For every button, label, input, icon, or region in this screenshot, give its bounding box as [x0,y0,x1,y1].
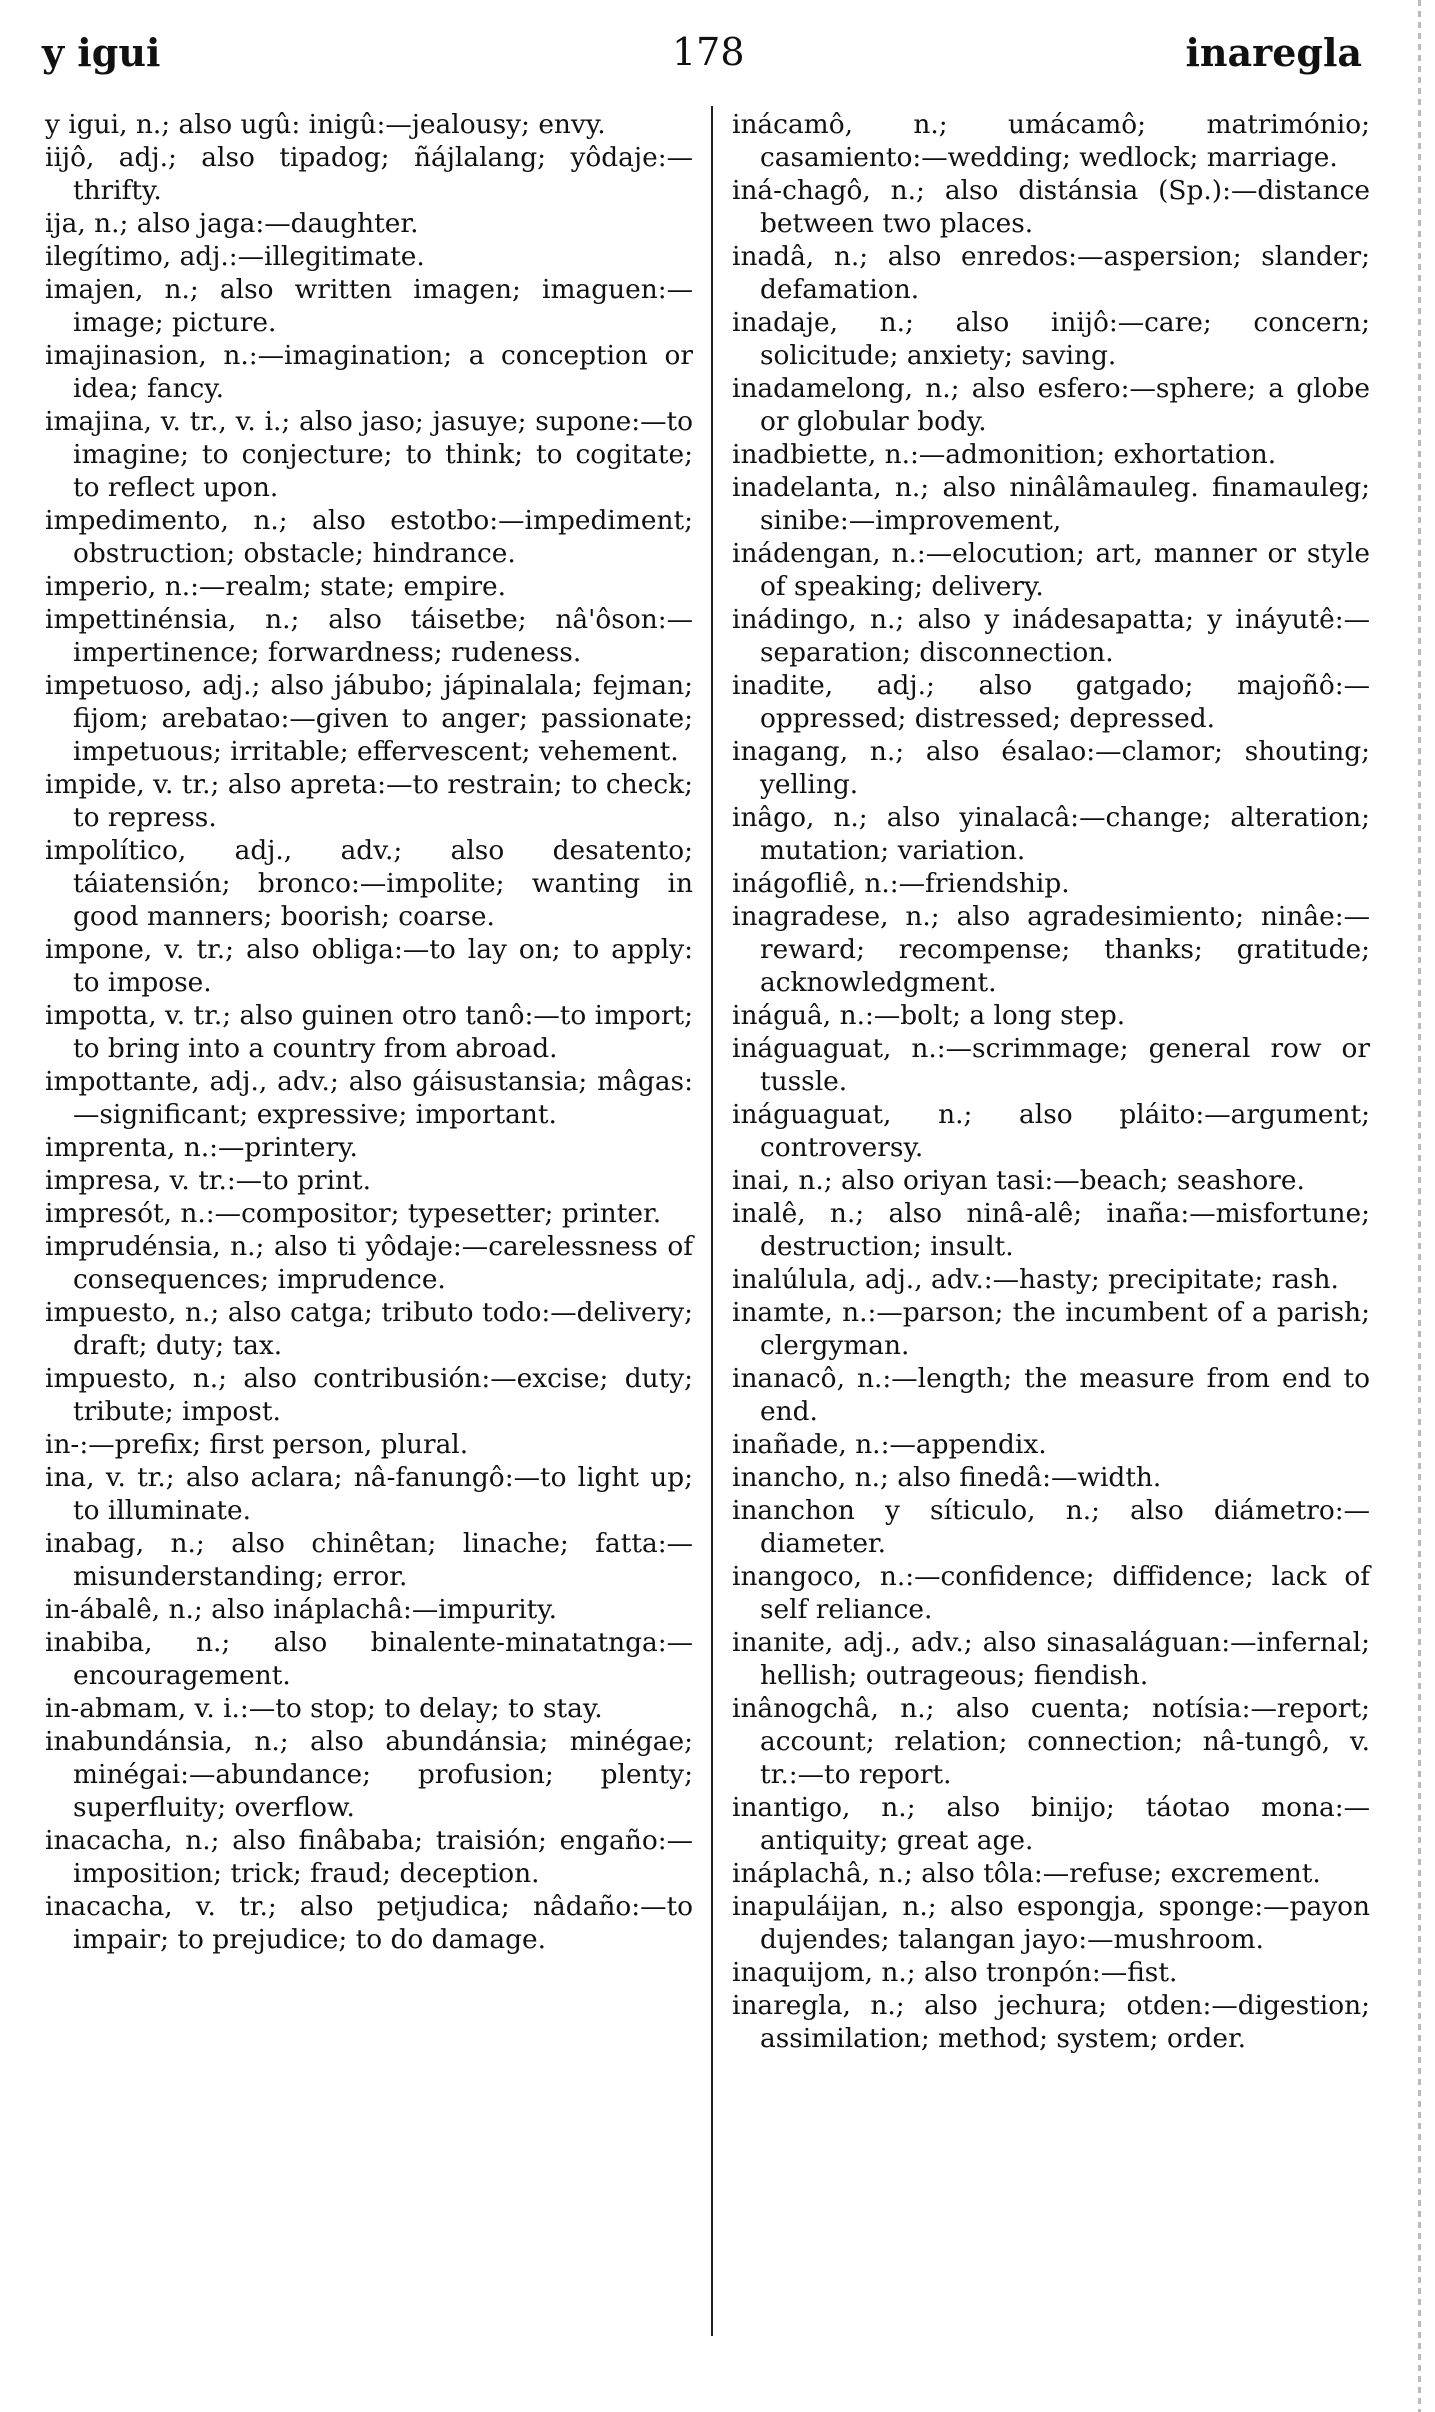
dictionary-entry: inalúlula, adj., adv.:—hasty; precipitate; rash. [732,1264,1339,1295]
dictionary-entry: ina, v. tr.; also aclara; nâ-fanungô:—to light up; to illuminate. [45,1462,693,1526]
dictionary-entry: inâgo, n.; also yinalacâ:—change; alteration; mutation; variation. [732,802,1370,866]
dictionary-entry: impuesto, n.; also contribusión:—excise; duty; tribute; impost. [45,1363,693,1427]
dictionary-entry: inanite, adj., adv.; also sinasaláguan:—infernal; hellish; outrageous; fiendish. [732,1627,1370,1691]
dictionary-entry: impottante, adj., adv.; also gáisustansia; mâgas:—significant; expressive; important. [45,1066,693,1130]
dictionary-entry: in-ábalê, n.; also ináplachâ:—impurity. [45,1594,558,1625]
dictionary-entry: impedimento, n.; also estotbo:—impediment; obstruction; obstacle; hindrance. [45,505,693,569]
dictionary-entry: in-abmam, v. i.:—to stop; to delay; to stay. [45,1693,603,1724]
dictionary-entry: inanchon y síticulo, n.; also diámetro:—diameter. [732,1495,1370,1559]
dictionary-entry: inai, n.; also oriyan tasi:—beach; seashore. [732,1165,1305,1196]
dictionary-entry: inagang, n.; also ésalao:—clamor; shouting; yelling. [732,736,1370,800]
dictionary-entry: iná-chagô, n.; also distánsia (Sp.):—distance between two places. [732,175,1370,239]
dictionary-entry: impresót, n.:—compositor; typesetter; printer. [45,1198,662,1229]
dictionary-entry: inantigo, n.; also binijo; táotao mona:—antiquity; great age. [732,1792,1370,1856]
dictionary-entry: impetuoso, adj.; also jábubo; jápinalala; fejman; fijom; arebatao:—given to anger; passionate; impetuous; irritable; effervescent; vehement. [45,670,693,767]
dictionary-entry: inaquijom, n.; also tronpón:—fist. [732,1957,1178,1988]
dictionary-entry: inaregla, n.; also jechura; otden:—digestion; assimilation; method; system; order. [732,1990,1370,2054]
dictionary-entry: imajinasion, n.:—imagination; a conception or idea; fancy. [45,340,693,404]
dictionary-entry: inañade, n.:—appendix. [732,1429,1047,1460]
dictionary-entry: inádingo, n.; also y inádesapatta; y ináyutê:—separation; disconnection. [732,604,1370,668]
dictionary-entry: inácamô, n.; umácamô; matrimónio; casamiento:—wedding; wedlock; marriage. [732,109,1370,173]
dictionary-entry: inânogchâ, n.; also cuenta; notísia:—report; account; relation; connection; nâ-tungô, v. tr.:—to report. [732,1693,1370,1790]
dictionary-entry: inadaje, n.; also inijô:—care; concern; solicitude; anxiety; saving. [732,307,1370,371]
dictionary-entry: impone, v. tr.; also obliga:—to lay on; to apply: to impose. [45,934,693,998]
dictionary-entry: inacacha, v. tr.; also petjudica; nâdaño:—to impair; to prejudice; to do damage. [45,1891,693,1955]
dictionary-entry: ináguaguat, n.; also pláito:—argument; controversy. [732,1099,1370,1163]
right-column [732,108,1370,2055]
dictionary-entry: inacacha, n.; also finâbaba; traisión; engaño:—imposition; trick; fraud; deception. [45,1825,693,1889]
dictionary-entry: inágofliê, n.:—friendship. [732,868,1070,899]
dictionary-entry: imperio, n.:—realm; state; empire. [45,571,507,602]
right-guide-word: inaregla [1185,30,1362,75]
dictionary-entry: inadelanta, n.; also ninâlâmauleg. finamauleg; sinibe:—improvement, [732,472,1370,536]
dictionary-entry: inádengan, n.:—elocution; art, manner or style of speaking; delivery. [732,538,1370,602]
dictionary-entry: inancho, n.; also finedâ:—width. [732,1462,1162,1493]
dictionary-entry: inadâ, n.; also enredos:—aspersion; slander; defamation. [732,241,1370,305]
dictionary-entry: inapuláijan, n.; also espongja, sponge:—payon dujendes; talangan jayo:—mushroom. [732,1891,1370,1955]
dictionary-entry: ináplachâ, n.; also tôla:—refuse; excrement. [732,1858,1321,1889]
dictionary-entry: inadbiette, n.:—admonition; exhortation. [732,439,1277,470]
dictionary-entry: impuesto, n.; also catga; tributo todo:—delivery; draft; duty; tax. [45,1297,693,1361]
dictionary-entry: ináguâ, n.:—bolt; a long step. [732,1000,1126,1031]
dictionary-entry: inangoco, n.:—confidence; diffidence; lack of self reliance. [732,1561,1370,1625]
dictionary-entry: inanacô, n.:—length; the measure from end to end. [732,1363,1370,1427]
dictionary-entry: y igui, n.; also ugû: inigû:—jealousy; envy. [45,109,606,140]
dictionary-entry: inagradese, n.; also agradesimiento; ninâe:—reward; recompense; thanks; gratitude; acknowledgment. [732,901,1370,998]
dictionary-entry: impresa, v. tr.:—to print. [45,1165,372,1196]
column-divider [711,106,713,2336]
dictionary-entry: inalê, n.; also ninâ-alê; inaña:—misfortune; destruction; insult. [732,1198,1370,1262]
dictionary-entry: imajina, v. tr., v. i.; also jaso; jasuye; supone:—to imagine; to conjecture; to think; to cogitate; to reflect upon. [45,406,693,503]
dictionary-entry: ináguaguat, n.:—scrimmage; general row or tussle. [732,1033,1370,1097]
page-header [42,30,1362,86]
page-edge [1418,0,1421,2412]
dictionary-entry: imajen, n.; also written imagen; imaguen:—image; picture. [45,274,693,338]
dictionary-entry: impettinénsia, n.; also táisetbe; nâ'ôson:—impertinence; forwardness; rudeness. [45,604,693,668]
dictionary-entry: imprenta, n.:—printery. [45,1132,358,1163]
dictionary-entry: in-:—prefix; first person, plural. [45,1429,469,1460]
dictionary-entry: inadamelong, n.; also esfero:—sphere; a globe or globular body. [732,373,1370,437]
dictionary-entry: ilegítimo, adj.:—illegitimate. [45,241,425,272]
dictionary-entry: iijô, adj.; also tipadog; ñájlalang; yôdaje:—thrifty. [45,142,693,206]
dictionary-entry: inadite, adj.; also gatgado; majoñô:—oppressed; distressed; depressed. [732,670,1370,734]
left-column [45,108,693,1956]
dictionary-entry: inabundánsia, n.; also abundánsia; minégae; minégai:—abundance; profusion; plenty; superfluity; overflow. [45,1726,693,1823]
dictionary-entry: ija, n.; also jaga:—daughter. [45,208,419,239]
left-guide-word: y igui [42,30,161,75]
dictionary-entry: inabag, n.; also chinêtan; linache; fatta:—misunderstanding; error. [45,1528,693,1592]
page-number: 178 [672,30,745,74]
dictionary-entry: inamte, n.:—parson; the incumbent of a parish; clergyman. [732,1297,1370,1361]
dictionary-entry: imprudénsia, n.; also ti yôdaje:—carelessness of consequences; imprudence. [45,1231,693,1295]
dictionary-entry: impolítico, adj., adv.; also desatento; táiatensión; bronco:—impolite; wanting in good manners; boorish; coarse. [45,835,693,932]
dictionary-entry: impide, v. tr.; also apreta:—to restrain; to check; to repress. [45,769,693,833]
dictionary-entry: inabiba, n.; also binalente-minatatnga:—encouragement. [45,1627,693,1691]
dictionary-entry: impotta, v. tr.; also guinen otro tanô:—to import; to bring into a country from abroad. [45,1000,693,1064]
